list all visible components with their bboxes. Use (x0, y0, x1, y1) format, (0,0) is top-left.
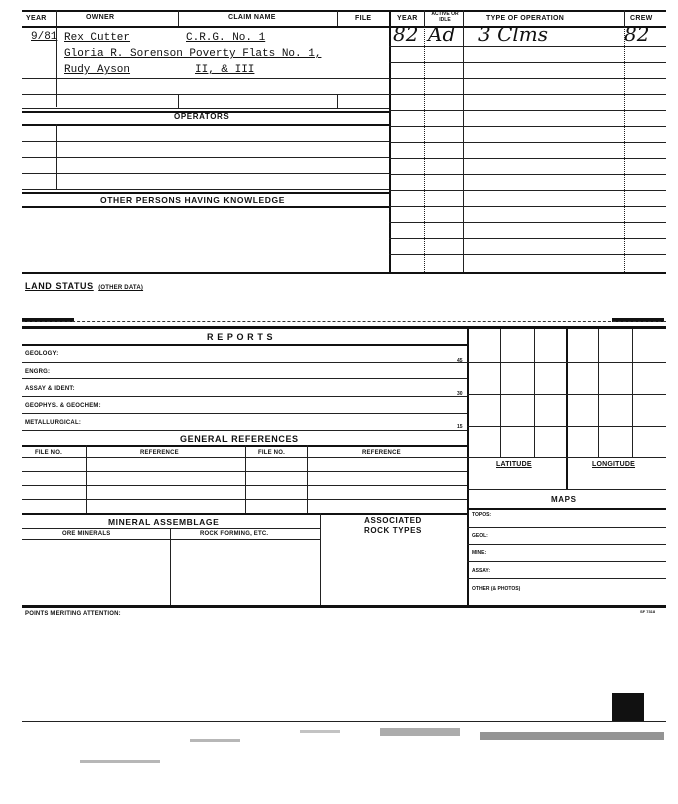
row-line (467, 527, 666, 528)
report-assay: ASSAY & IDENT: (25, 386, 75, 392)
hand-crew: 82 (624, 22, 650, 46)
row-line (22, 539, 320, 540)
row-line (22, 528, 320, 529)
header-year-2: YEAR (397, 15, 418, 22)
entry-date: 9/81 (31, 31, 58, 43)
other-top (22, 192, 389, 194)
row-line (22, 413, 467, 414)
row-line (22, 430, 467, 431)
grid-line (534, 329, 535, 457)
scan-smudge (300, 730, 340, 733)
col-sep (337, 94, 338, 108)
grid-line (500, 329, 501, 457)
operators-rule (22, 124, 389, 126)
col-sep (245, 445, 246, 513)
row-line (467, 561, 666, 562)
reports-rule (22, 344, 467, 346)
other-persons-heading: OTHER PERSONS HAVING KNOWLEDGE (100, 195, 286, 205)
row-line (22, 396, 467, 397)
col-sep (178, 94, 179, 108)
row-line (22, 157, 389, 158)
land-status-sublabel: (OTHER DATA) (98, 285, 144, 291)
col-sep (86, 445, 87, 513)
col-sep (320, 513, 321, 605)
ref-col-file-no-2: FILE NO. (258, 450, 285, 456)
report-geology: GEOLOGY: (25, 351, 59, 357)
other-rule (22, 206, 389, 208)
ref-col-reference-1: REFERENCE (140, 450, 179, 456)
map-assay: ASSAY: (472, 568, 491, 574)
report-metallurgical: METALLURGICAL: (25, 420, 82, 426)
row-line (22, 108, 389, 109)
col-sep (424, 26, 425, 272)
header-active-idle: ACTIVE OR IDLE (431, 11, 459, 23)
entry-line-2: Gloria R. Sorenson Poverty Flats No. 1, (64, 48, 322, 60)
grid-num-45: 45 (457, 358, 463, 364)
operators-heading: OPERATORS (174, 112, 230, 121)
grid-line (467, 362, 666, 363)
points-meriting-heading: POINTS MERITING ATTENTION: (25, 611, 121, 617)
land-status-heading (25, 276, 143, 294)
maps-top (467, 489, 666, 490)
band-line (22, 321, 666, 322)
form-code: SF 7318 (640, 609, 656, 614)
hand-operation: 3 Clms (478, 22, 549, 46)
report-engrg: ENGRG: (25, 369, 51, 375)
map-mine: MINE: (472, 550, 487, 556)
grid-num-30: 30 (457, 391, 463, 397)
col-sep (424, 10, 425, 26)
associated-rock-types-heading: ASSOCIATED ROCK TYPES (363, 516, 422, 535)
reports-right-border (467, 329, 469, 605)
col-sep (307, 445, 308, 513)
hand-year: 82 (393, 22, 419, 46)
row-line (22, 141, 389, 142)
rock-forming-label: ROCK FORMING, ETC. (200, 531, 269, 537)
maps-rule (467, 508, 666, 510)
report-geophys: GEOPHYS. & GEOCHEM: (25, 403, 101, 409)
reports-heading: R E P O R T S (207, 332, 274, 342)
grid-line (467, 394, 666, 395)
grid-line (566, 329, 568, 489)
grid-line (467, 457, 666, 458)
longitude-label: LONGITUDE (592, 461, 636, 468)
grid-line (598, 329, 599, 457)
col-sep (178, 10, 179, 26)
ref-col-reference-2: REFERENCE (362, 450, 401, 456)
land-status-label: LAND STATUS (25, 281, 94, 291)
header-claim-name: CLAIM NAME (228, 14, 276, 21)
col-sep (463, 10, 464, 272)
top-border (22, 10, 666, 12)
bottom-section-border (22, 605, 666, 608)
col-sep (56, 27, 57, 107)
reports-top-border (22, 326, 666, 329)
entry-owner-3: Rudy Ayson (64, 64, 131, 76)
latitude-label: LATITUDE (496, 461, 532, 468)
grid-line (632, 329, 633, 457)
map-geol: GEOL: (472, 533, 488, 539)
scan-smudge (190, 739, 240, 742)
header-type-of-operation: TYPE OF OPERATION (486, 15, 565, 22)
row-line (467, 578, 666, 579)
entry-owner-1: Rex Cutter (64, 32, 131, 44)
entry-claim-1: C.R.G. No. 1 (186, 32, 266, 44)
scan-smudge (80, 760, 160, 763)
col-sep (624, 26, 625, 272)
row-line (22, 378, 467, 379)
row-line (22, 78, 389, 79)
scan-smudge (480, 732, 664, 740)
row-line (467, 544, 666, 545)
bottom-edge-line (22, 721, 666, 722)
grid-line (467, 426, 666, 427)
row-line (22, 189, 389, 190)
map-topos: TOPOS: (472, 512, 492, 518)
entry-claim-3: II, & III (195, 64, 255, 76)
header-crew: CREW (630, 15, 653, 22)
col-sep (337, 10, 338, 26)
scan-smudge (380, 728, 460, 736)
header-file: FILE (355, 15, 372, 22)
general-references-heading: GENERAL REFERENCES (180, 434, 299, 444)
ore-minerals-label: ORE MINERALS (62, 531, 111, 537)
ref-col-file-no-1: FILE NO. (35, 450, 62, 456)
header-bottom-border (22, 26, 666, 28)
mineral-assemblage-heading: MINERAL ASSEMBLAGE (108, 517, 220, 527)
registration-mark (612, 693, 644, 721)
row-line (22, 173, 389, 174)
col-sep (56, 124, 57, 189)
header-year: YEAR (26, 15, 47, 22)
col-sep (56, 10, 57, 26)
hand-active: Ad (428, 22, 456, 46)
col-sep-main (389, 10, 391, 272)
maps-heading: MAPS (551, 495, 577, 504)
mineral-top (22, 513, 467, 515)
map-other: OTHER (& PHOTOS) (472, 586, 521, 592)
row-line (22, 94, 389, 95)
grid-num-15: 15 (457, 424, 463, 430)
header-owner: OWNER (86, 14, 115, 21)
row-line (22, 362, 467, 363)
upper-block-bottom (22, 272, 666, 274)
